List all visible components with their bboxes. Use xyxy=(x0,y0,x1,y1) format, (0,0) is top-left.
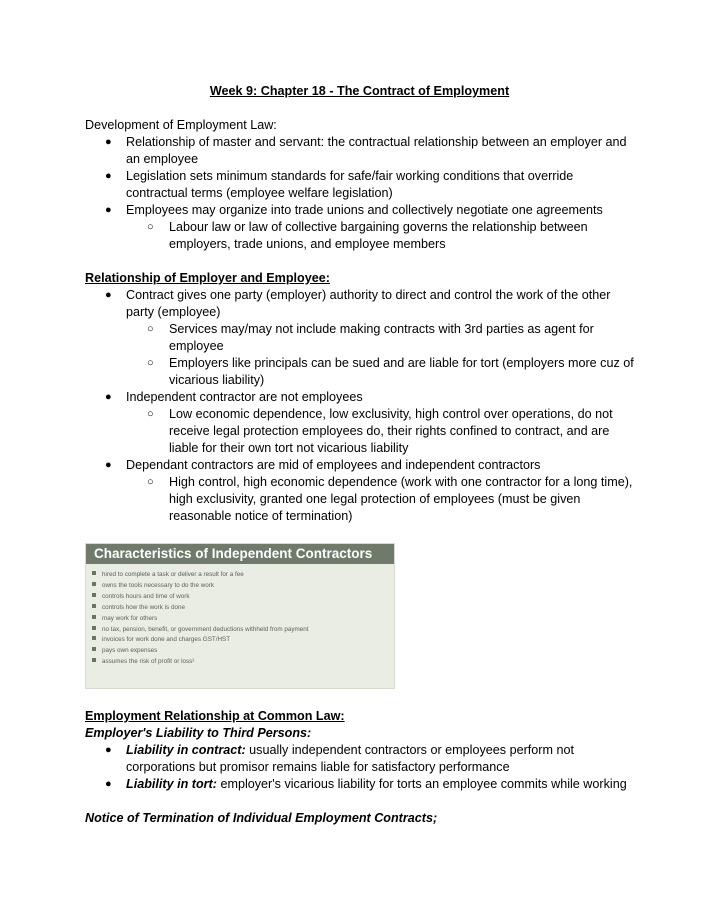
development-list xyxy=(85,134,634,253)
list-item: ● Legislation sets minimum standards for safe/fair working conditions that override contractual terms (employee welfare legislation) xyxy=(85,168,634,202)
figure-item: no tax, pension, benefit, or government deductions withheld from payment xyxy=(92,625,394,636)
list-item-text: Dependant contractors are mid of employees and independent contractors xyxy=(126,458,541,472)
sub-list-item: ○ Labour law or law of collective bargaining governs the relationship between employers, trade unions, and employee members xyxy=(126,219,634,253)
sub-list-item: ○ Services may/may not include making contracts with 3rd parties as agent for employee xyxy=(126,321,634,355)
independent-contractors-figure xyxy=(85,543,395,689)
list-item xyxy=(85,287,634,389)
figure-item: controls how the work is done xyxy=(92,603,394,614)
figure-item: assumes the risk of profit or loss² xyxy=(92,657,394,668)
sub-list-item: ○ Employers like principals can be sued and are liable for tort (employers more cuz of vicarious liability) xyxy=(126,355,634,389)
sub-list xyxy=(126,474,634,525)
page-title: Week 9: Chapter 18 - The Contract of Employment xyxy=(209,84,510,98)
sub-list xyxy=(126,219,634,253)
liability-contract-label: Liability in contract: xyxy=(126,743,246,757)
figure-item: hired to complete a task or deliver a result for a fee xyxy=(92,570,394,581)
list-item xyxy=(85,742,634,776)
sub-list-item: ○ High control, high economic dependence (work with one contractor for a long time), high exclusivity, granted one legal protection of employees (must be given reasonable notice of termination) xyxy=(126,474,634,525)
list-item: ● Relationship of master and servant: the contractual relationship between an employer and an employee xyxy=(85,134,634,168)
section-heading-common-law: Employment Relationship at Common Law: xyxy=(85,709,345,723)
section-heading-termination: Notice of Termination of Individual Employment Contracts; xyxy=(85,811,438,825)
list-item xyxy=(85,389,634,457)
square-bullet-icon xyxy=(92,647,96,651)
list-item-text: Contract gives one party (employer) authority to direct and control the work of the other party (employee) xyxy=(126,288,611,319)
liability-tort-label: Liability in tort: xyxy=(126,777,217,791)
square-bullet-icon xyxy=(92,658,96,662)
square-bullet-icon xyxy=(92,615,96,619)
square-bullet-icon xyxy=(92,604,96,608)
figure-title: Characteristics of Independent Contractors xyxy=(86,544,394,564)
square-bullet-icon xyxy=(92,636,96,640)
list-item xyxy=(85,202,634,253)
sub-list-item: ○ Low economic dependence, low exclusivity, high control over operations, do not receive legal protection employees do, their rights confined to contract, and are liable for their own tort not vicarious liability xyxy=(126,406,634,457)
figure-item: owns the tools necessary to do the work xyxy=(92,581,394,592)
section-heading-development: Development of Employment Law: xyxy=(85,118,277,132)
square-bullet-icon xyxy=(92,593,96,597)
square-bullet-icon xyxy=(92,571,96,575)
figure-list xyxy=(86,564,394,668)
square-bullet-icon xyxy=(92,582,96,586)
liability-contract-text: usually independent contractors or employees perform not corporations but promisor remains liable for satisfactory performance xyxy=(126,743,574,774)
figure-item: controls hours and time of work xyxy=(92,592,394,603)
sub-list xyxy=(126,406,634,457)
figure-item: may work for others xyxy=(92,614,394,625)
figure-item: invoices for work done and charges GST/HST xyxy=(92,635,394,646)
figure-item: pays own expenses xyxy=(92,646,394,657)
square-bullet-icon xyxy=(92,626,96,630)
sub-list xyxy=(126,321,634,389)
list-item xyxy=(85,457,634,525)
section-subheading-liability: Employer's Liability to Third Persons: xyxy=(85,726,312,740)
relationship-list xyxy=(85,287,634,525)
liability-tort-text: employer's vicarious liability for torts an employee commits while working xyxy=(216,777,627,791)
liability-list xyxy=(85,742,634,793)
section-heading-relationship: Relationship of Employer and Employee: xyxy=(85,271,330,285)
list-item-text: Independent contractor are not employees xyxy=(126,390,363,404)
list-item-text: Employees may organize into trade unions and collectively negotiate one agreements xyxy=(126,203,603,217)
list-item xyxy=(85,776,634,793)
